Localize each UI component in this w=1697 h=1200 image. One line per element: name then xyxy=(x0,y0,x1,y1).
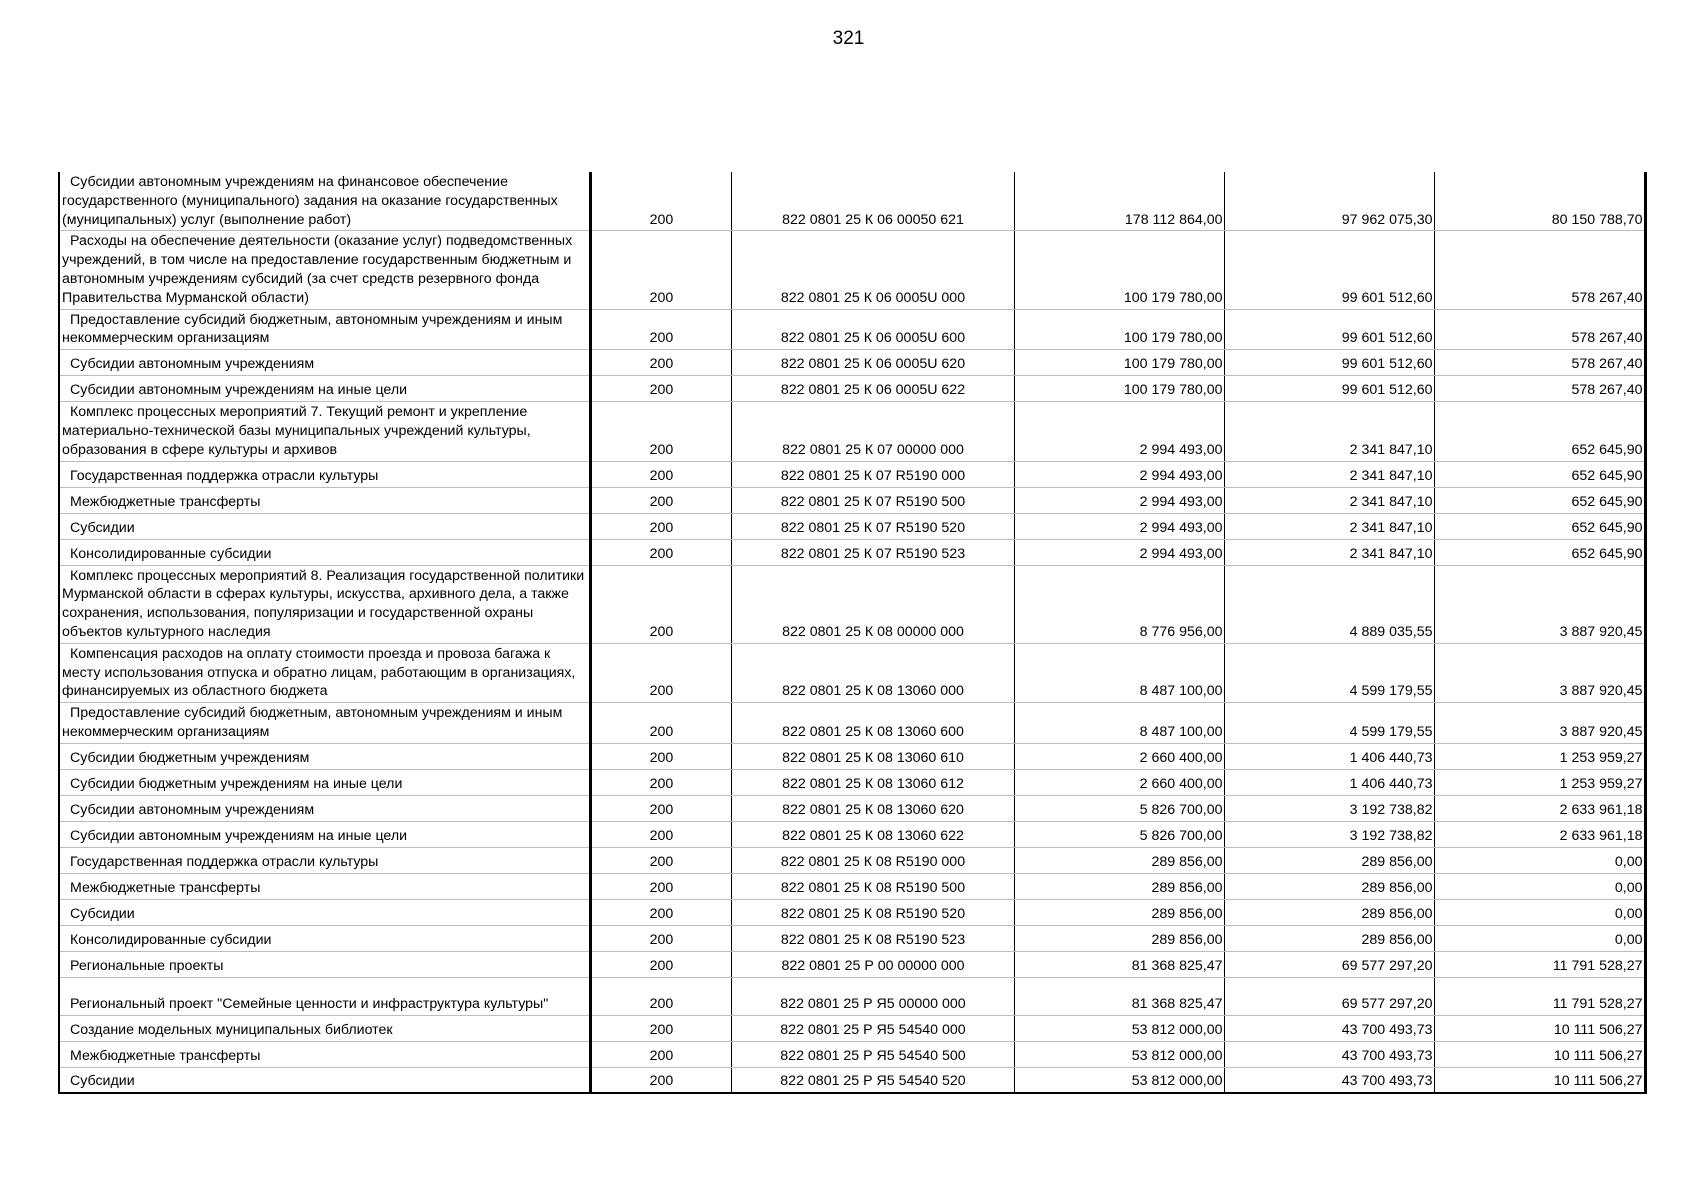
table-row xyxy=(59,795,1645,821)
table-row xyxy=(59,402,1645,461)
row-name: Расходы на обеспечение деятельности (оказание услуг) подведомственных учреждений, в том числе на предоставление государственным бюджетным и автономным учреждениям субсидий (за счет средств резервного фонда Правительства Мурманской области) xyxy=(59,231,590,309)
table-row xyxy=(59,461,1645,487)
row-unexecuted-amount: 10 111 506,27 xyxy=(1434,1067,1645,1093)
row-unexecuted-amount: 11 791 528,27 xyxy=(1434,951,1645,977)
row-budget-code: 822 0801 25 К 06 0005U 000 xyxy=(731,231,1014,309)
row-unexecuted-amount: 3 887 920,45 xyxy=(1434,703,1645,744)
row-name: Комплекс процессных мероприятий 7. Текущий ремонт и укрепление материально-технической базы муниципальных учреждений культуры, образования в сфере культуры и архивов xyxy=(59,402,590,461)
row-unexecuted-amount: 2 633 961,18 xyxy=(1434,821,1645,847)
row-budget-code: 822 0801 25 К 07 R5190 520 xyxy=(731,513,1014,539)
row-name: Государственная поддержка отрасли культуры xyxy=(59,461,590,487)
row-approved-amount: 178 112 864,00 xyxy=(1014,172,1224,231)
row-budget-code: 822 0801 25 К 08 R5190 000 xyxy=(731,847,1014,873)
table-row xyxy=(59,1067,1645,1093)
row-line-code: 200 xyxy=(590,643,731,702)
table-row xyxy=(59,951,1645,977)
row-unexecuted-amount: 652 645,90 xyxy=(1434,539,1645,565)
row-budget-code: 822 0801 25 К 07 00000 000 xyxy=(731,402,1014,461)
table-row xyxy=(59,1041,1645,1067)
row-line-code: 200 xyxy=(590,402,731,461)
row-name: Субсидии автономным учреждениям xyxy=(59,350,590,376)
row-approved-amount: 53 812 000,00 xyxy=(1014,1067,1224,1093)
row-unexecuted-amount: 1 253 959,27 xyxy=(1434,769,1645,795)
row-budget-code: 822 0801 25 К 06 0005U 600 xyxy=(731,309,1014,350)
page-number: 321 xyxy=(832,28,865,49)
table-row xyxy=(59,513,1645,539)
row-name: Субсидии xyxy=(59,513,590,539)
row-line-code: 200 xyxy=(590,873,731,899)
row-line-code: 200 xyxy=(590,376,731,402)
row-line-code: 200 xyxy=(590,461,731,487)
row-name: Комплекс процессных мероприятий 8. Реализация государственной политики Мурманской области в сферах культуры, искусства, архивного дела, а также сохранения, использования, популяризации и государственной охраны объектов культурного наследия xyxy=(59,565,590,643)
table-row xyxy=(59,703,1645,744)
row-executed-amount: 43 700 493,73 xyxy=(1224,1067,1434,1093)
row-line-code: 200 xyxy=(590,1041,731,1067)
row-budget-code: 822 0801 25 Р Я5 54540 520 xyxy=(731,1067,1014,1093)
row-executed-amount: 99 601 512,60 xyxy=(1224,376,1434,402)
table-row xyxy=(59,873,1645,899)
row-executed-amount: 2 341 847,10 xyxy=(1224,487,1434,513)
row-executed-amount: 69 577 297,20 xyxy=(1224,951,1434,977)
row-line-code: 200 xyxy=(590,1067,731,1093)
row-budget-code: 822 0801 25 К 08 R5190 523 xyxy=(731,925,1014,951)
row-line-code: 200 xyxy=(590,847,731,873)
row-approved-amount: 2 994 493,00 xyxy=(1014,539,1224,565)
row-approved-amount: 2 994 493,00 xyxy=(1014,513,1224,539)
row-approved-amount: 5 826 700,00 xyxy=(1014,821,1224,847)
row-approved-amount: 289 856,00 xyxy=(1014,873,1224,899)
row-executed-amount: 289 856,00 xyxy=(1224,847,1434,873)
row-line-code: 200 xyxy=(590,795,731,821)
row-name: Региональные проекты xyxy=(59,951,590,977)
row-unexecuted-amount: 578 267,40 xyxy=(1434,309,1645,350)
row-executed-amount: 3 192 738,82 xyxy=(1224,821,1434,847)
row-executed-amount: 69 577 297,20 xyxy=(1224,977,1434,1015)
row-executed-amount: 4 599 179,55 xyxy=(1224,643,1434,702)
row-approved-amount: 2 994 493,00 xyxy=(1014,461,1224,487)
row-name: Субсидии xyxy=(59,899,590,925)
row-unexecuted-amount: 3 887 920,45 xyxy=(1434,565,1645,643)
row-approved-amount: 100 179 780,00 xyxy=(1014,231,1224,309)
row-name: Региональный проект "Семейные ценности и инфраструктура культуры" xyxy=(59,977,590,1015)
row-unexecuted-amount: 10 111 506,27 xyxy=(1434,1015,1645,1041)
row-approved-amount: 81 368 825,47 xyxy=(1014,951,1224,977)
row-line-code: 200 xyxy=(590,539,731,565)
row-unexecuted-amount: 652 645,90 xyxy=(1434,487,1645,513)
table-row xyxy=(59,769,1645,795)
row-unexecuted-amount: 578 267,40 xyxy=(1434,376,1645,402)
row-unexecuted-amount: 2 633 961,18 xyxy=(1434,795,1645,821)
row-approved-amount: 53 812 000,00 xyxy=(1014,1015,1224,1041)
row-executed-amount: 2 341 847,10 xyxy=(1224,513,1434,539)
row-budget-code: 822 0801 25 К 08 R5190 500 xyxy=(731,873,1014,899)
row-name: Субсидии бюджетным учреждениям на иные цели xyxy=(59,769,590,795)
row-unexecuted-amount: 0,00 xyxy=(1434,925,1645,951)
row-unexecuted-amount: 0,00 xyxy=(1434,847,1645,873)
row-executed-amount: 1 406 440,73 xyxy=(1224,743,1434,769)
row-approved-amount: 2 994 493,00 xyxy=(1014,402,1224,461)
row-executed-amount: 4 889 035,55 xyxy=(1224,565,1434,643)
row-approved-amount: 53 812 000,00 xyxy=(1014,1041,1224,1067)
row-budget-code: 822 0801 25 К 08 00000 000 xyxy=(731,565,1014,643)
row-approved-amount: 100 179 780,00 xyxy=(1014,350,1224,376)
table-row xyxy=(59,172,1645,231)
row-approved-amount: 289 856,00 xyxy=(1014,847,1224,873)
row-name: Субсидии xyxy=(59,1067,590,1093)
table-row xyxy=(59,565,1645,643)
row-approved-amount: 289 856,00 xyxy=(1014,925,1224,951)
row-name: Создание модельных муниципальных библиотек xyxy=(59,1015,590,1041)
row-name: Межбюджетные трансферты xyxy=(59,487,590,513)
row-unexecuted-amount: 578 267,40 xyxy=(1434,231,1645,309)
table-row xyxy=(59,847,1645,873)
row-approved-amount: 100 179 780,00 xyxy=(1014,376,1224,402)
row-line-code: 200 xyxy=(590,703,731,744)
table-row xyxy=(59,376,1645,402)
row-budget-code: 822 0801 25 К 08 13060 600 xyxy=(731,703,1014,744)
row-line-code: 200 xyxy=(590,821,731,847)
row-executed-amount: 289 856,00 xyxy=(1224,925,1434,951)
row-unexecuted-amount: 1 253 959,27 xyxy=(1434,743,1645,769)
row-unexecuted-amount: 578 267,40 xyxy=(1434,350,1645,376)
row-approved-amount: 2 660 400,00 xyxy=(1014,769,1224,795)
row-unexecuted-amount: 0,00 xyxy=(1434,873,1645,899)
budget-table-body xyxy=(59,172,1645,1093)
table-row xyxy=(59,309,1645,350)
row-unexecuted-amount: 3 887 920,45 xyxy=(1434,643,1645,702)
row-approved-amount: 8 487 100,00 xyxy=(1014,643,1224,702)
row-line-code: 200 xyxy=(590,309,731,350)
row-name: Государственная поддержка отрасли культуры xyxy=(59,847,590,873)
row-executed-amount: 3 192 738,82 xyxy=(1224,795,1434,821)
row-name: Субсидии автономным учреждениям на иные цели xyxy=(59,376,590,402)
row-line-code: 200 xyxy=(590,977,731,1015)
row-budget-code: 822 0801 25 К 06 0005U 620 xyxy=(731,350,1014,376)
row-line-code: 200 xyxy=(590,487,731,513)
row-line-code: 200 xyxy=(590,1015,731,1041)
row-budget-code: 822 0801 25 К 08 13060 622 xyxy=(731,821,1014,847)
table-row xyxy=(59,1015,1645,1041)
row-executed-amount: 289 856,00 xyxy=(1224,899,1434,925)
row-executed-amount: 99 601 512,60 xyxy=(1224,350,1434,376)
row-line-code: 200 xyxy=(590,743,731,769)
row-line-code: 200 xyxy=(590,172,731,231)
table-row xyxy=(59,899,1645,925)
row-budget-code: 822 0801 25 К 06 0005U 622 xyxy=(731,376,1014,402)
row-name: Субсидии бюджетным учреждениям xyxy=(59,743,590,769)
row-approved-amount: 2 994 493,00 xyxy=(1014,487,1224,513)
table-row xyxy=(59,821,1645,847)
row-line-code: 200 xyxy=(590,769,731,795)
row-name: Консолидированные субсидии xyxy=(59,539,590,565)
row-budget-code: 822 0801 25 К 08 13060 612 xyxy=(731,769,1014,795)
row-budget-code: 822 0801 25 Р Я5 00000 000 xyxy=(731,977,1014,1015)
row-budget-code: 822 0801 25 Р Я5 54540 500 xyxy=(731,1041,1014,1067)
table-row xyxy=(59,539,1645,565)
row-approved-amount: 2 660 400,00 xyxy=(1014,743,1224,769)
row-unexecuted-amount: 11 791 528,27 xyxy=(1434,977,1645,1015)
row-budget-code: 822 0801 25 К 08 R5190 520 xyxy=(731,899,1014,925)
row-budget-code: 822 0801 25 К 07 R5190 523 xyxy=(731,539,1014,565)
row-name: Межбюджетные трансферты xyxy=(59,1041,590,1067)
row-unexecuted-amount: 652 645,90 xyxy=(1434,461,1645,487)
row-approved-amount: 81 368 825,47 xyxy=(1014,977,1224,1015)
row-line-code: 200 xyxy=(590,513,731,539)
row-executed-amount: 97 962 075,30 xyxy=(1224,172,1434,231)
row-budget-code: 822 0801 25 К 08 13060 620 xyxy=(731,795,1014,821)
row-executed-amount: 4 599 179,55 xyxy=(1224,703,1434,744)
row-executed-amount: 2 341 847,10 xyxy=(1224,539,1434,565)
row-name: Предоставление субсидий бюджетным, автономным учреждениям и иным некоммерческим организациям xyxy=(59,703,590,744)
row-executed-amount: 2 341 847,10 xyxy=(1224,402,1434,461)
row-line-code: 200 xyxy=(590,925,731,951)
row-name: Субсидии автономным учреждениям на иные цели xyxy=(59,821,590,847)
row-name: Субсидии автономным учреждениям на финансовое обеспечение государственного (муниципального) задания на оказание государственных (муниципальных) услуг (выполнение работ) xyxy=(59,172,590,231)
row-line-code: 200 xyxy=(590,899,731,925)
row-budget-code: 822 0801 25 К 07 R5190 000 xyxy=(731,461,1014,487)
row-name: Межбюджетные трансферты xyxy=(59,873,590,899)
row-name: Предоставление субсидий бюджетным, автономным учреждениям и иным некоммерческим организациям xyxy=(59,309,590,350)
row-approved-amount: 289 856,00 xyxy=(1014,899,1224,925)
row-approved-amount: 100 179 780,00 xyxy=(1014,309,1224,350)
row-budget-code: 822 0801 25 К 08 13060 000 xyxy=(731,643,1014,702)
row-executed-amount: 2 341 847,10 xyxy=(1224,461,1434,487)
row-name: Компенсация расходов на оплату стоимости проезда и провоза багажа к месту использования отпуска и обратно лицам, работающим в организациях, финансируемых из областного бюджета xyxy=(59,643,590,702)
row-executed-amount: 1 406 440,73 xyxy=(1224,769,1434,795)
row-unexecuted-amount: 10 111 506,27 xyxy=(1434,1041,1645,1067)
table-row xyxy=(59,643,1645,702)
row-name: Субсидии автономным учреждениям xyxy=(59,795,590,821)
row-budget-code: 822 0801 25 Р 00 00000 000 xyxy=(731,951,1014,977)
row-budget-code: 822 0801 25 Р Я5 54540 000 xyxy=(731,1015,1014,1041)
row-approved-amount: 5 826 700,00 xyxy=(1014,795,1224,821)
row-approved-amount: 8 776 956,00 xyxy=(1014,565,1224,643)
row-line-code: 200 xyxy=(590,565,731,643)
table-row xyxy=(59,231,1645,309)
row-unexecuted-amount: 652 645,90 xyxy=(1434,513,1645,539)
row-budget-code: 822 0801 25 К 06 00050 621 xyxy=(731,172,1014,231)
row-approved-amount: 8 487 100,00 xyxy=(1014,703,1224,744)
table-row xyxy=(59,743,1645,769)
row-executed-amount: 99 601 512,60 xyxy=(1224,231,1434,309)
row-name: Консолидированные субсидии xyxy=(59,925,590,951)
row-budget-code: 822 0801 25 К 07 R5190 500 xyxy=(731,487,1014,513)
row-executed-amount: 99 601 512,60 xyxy=(1224,309,1434,350)
row-unexecuted-amount: 80 150 788,70 xyxy=(1434,172,1645,231)
row-unexecuted-amount: 652 645,90 xyxy=(1434,402,1645,461)
table-row xyxy=(59,977,1645,1015)
row-executed-amount: 43 700 493,73 xyxy=(1224,1015,1434,1041)
row-line-code: 200 xyxy=(590,951,731,977)
budget-table xyxy=(58,172,1647,1094)
row-line-code: 200 xyxy=(590,231,731,309)
row-executed-amount: 43 700 493,73 xyxy=(1224,1041,1434,1067)
row-executed-amount: 289 856,00 xyxy=(1224,873,1434,899)
row-budget-code: 822 0801 25 К 08 13060 610 xyxy=(731,743,1014,769)
row-unexecuted-amount: 0,00 xyxy=(1434,899,1645,925)
table-row xyxy=(59,487,1645,513)
row-line-code: 200 xyxy=(590,350,731,376)
table-row xyxy=(59,925,1645,951)
table-row xyxy=(59,350,1645,376)
